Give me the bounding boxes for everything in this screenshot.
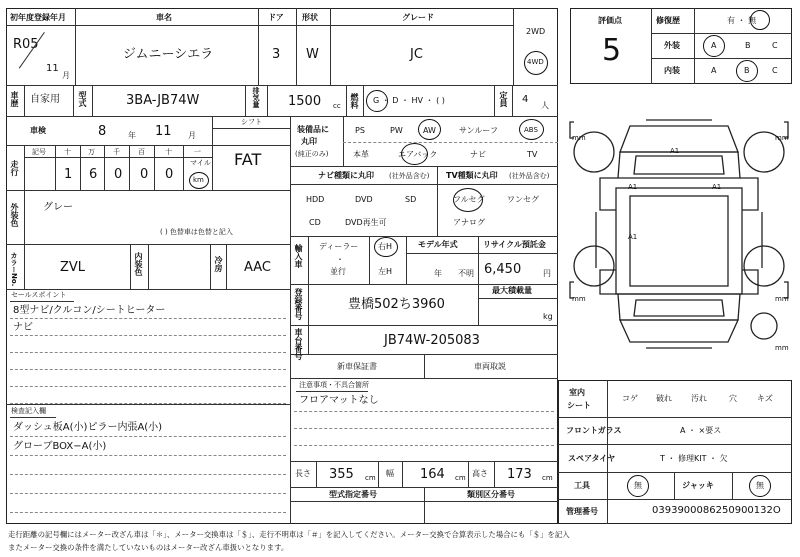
mileage-digit-last: 0: [165, 167, 174, 182]
displacement-label: 排気量: [252, 87, 260, 108]
windshield-label: フロントガラス: [566, 426, 622, 435]
length-value: 355: [329, 467, 354, 482]
inspection-year: 8: [98, 124, 107, 139]
color-note: ( ) 色替車は色替と記入: [160, 228, 233, 236]
car-name: ジムニーシエラ: [123, 47, 214, 62]
tv-sub: (社外品含む): [509, 172, 550, 180]
mileage-unit-4: 百: [138, 148, 145, 156]
plate-label: 登録番号: [294, 288, 303, 320]
inspector-line-1: グローブBOX−A(小): [13, 441, 107, 452]
ac-label: 冷房: [214, 256, 223, 272]
grade: JC: [410, 47, 423, 62]
chassis-label: 車台番号: [294, 328, 303, 360]
exterior-b: B: [745, 41, 751, 50]
fuel-options: G ・ D ・ HV ・ ( ): [373, 96, 445, 105]
displacement: 1500: [288, 94, 322, 109]
height-unit: cm: [542, 474, 553, 482]
car-damage-diagram: [560, 100, 798, 370]
door-label: ドア: [268, 13, 284, 22]
interior-a: A: [711, 66, 717, 75]
tools-label: 工具: [574, 481, 590, 490]
inspection-month-unit: 月: [188, 131, 196, 140]
import-right: 右H: [378, 242, 393, 251]
diagram-mm-2: mm: [775, 134, 789, 142]
cc-unit: cc: [333, 102, 341, 110]
sales-line-1: ナビ: [13, 322, 33, 333]
mileage-digit-1: 6: [89, 167, 98, 182]
equip-label-2: 丸印: [301, 137, 317, 146]
tv-analog: アナログ: [453, 218, 485, 227]
inspection-year-unit: 年: [128, 131, 136, 140]
tv-oneseg: ワンセグ: [507, 195, 539, 204]
management-label: 管理番号: [566, 507, 598, 516]
max-load-label: 最大積載量: [492, 286, 532, 295]
seat-opt-4: キズ: [757, 394, 773, 403]
tv-label: TV種類に丸印: [446, 171, 498, 180]
mileage-unit-2: 万: [88, 148, 95, 156]
color-label: 外装色: [10, 203, 19, 227]
mileage-unit-5: 十: [165, 148, 172, 156]
seat-opt-1: 破れ: [656, 394, 672, 403]
manual: 車両取説: [474, 362, 506, 371]
grade-label: グレード: [402, 13, 434, 22]
recycle-label: リサイクル預託金: [483, 240, 546, 249]
mileage-digit-0: 1: [64, 167, 73, 182]
import-dot: ・: [336, 255, 344, 264]
notes-value: フロアマットなし: [299, 395, 379, 406]
navi-dvd-play: DVD再生可: [345, 218, 387, 227]
interior-b: B: [744, 66, 750, 75]
navi-cd: CD: [309, 218, 321, 227]
height-value: 173: [507, 467, 532, 482]
seat-opt-2: 汚れ: [691, 394, 707, 403]
import-parallel: 並行: [330, 267, 346, 276]
interior-c: C: [772, 66, 778, 75]
diagram-a1-hood: A1: [670, 147, 680, 155]
drive-4wd: 4WD: [527, 58, 544, 66]
usage-label: 車歴: [10, 91, 19, 107]
equip-airbag: エアバック: [398, 150, 438, 159]
navi-sub: (社外品含む): [389, 172, 430, 180]
diagram-mm-3: mm: [572, 295, 586, 303]
equip-label-3: (純正のみ): [295, 150, 329, 158]
capacity-label: 定員: [499, 91, 508, 107]
equip-navi: ナビ: [470, 150, 486, 159]
color-no: ZVL: [60, 260, 86, 275]
capacity: 4: [522, 94, 529, 105]
equip-sunroof: サンルーフ: [459, 126, 498, 135]
mileage-unit-0: 記号: [32, 148, 46, 156]
equip-ps: PS: [355, 126, 365, 135]
seat-opt-0: コゲ: [622, 394, 638, 403]
history-none-circle: [750, 10, 770, 30]
exterior-label: 外装: [664, 41, 680, 50]
equip-aw: AW: [423, 126, 436, 135]
car-name-label: 車名: [156, 13, 172, 22]
diagram-mm-5: mm: [775, 344, 789, 352]
usage: 自家用: [30, 94, 60, 105]
doors: 3: [272, 47, 281, 62]
seat-opt-3: 穴: [729, 394, 737, 403]
inspector-line-0: ダッシュ板A(小)ピラー内張A(小): [13, 422, 163, 433]
inspector-label: 検査記入欄: [11, 407, 46, 415]
spare-opts: T ・ 修理KIT ・ 欠: [660, 454, 728, 463]
navi-sd: SD: [405, 195, 417, 204]
import-label: 輸入車: [294, 244, 303, 268]
tv-fullseg: フルセグ: [453, 195, 485, 204]
mileage-unit-1: 十: [64, 148, 71, 156]
jack-value: 無: [756, 481, 764, 490]
max-load-unit: kg: [543, 312, 553, 321]
seat-label-1: 室内: [569, 388, 585, 397]
length-unit: cm: [365, 474, 376, 482]
interior-color-label: 内装色: [134, 252, 143, 276]
import-dealer: ディーラー: [319, 242, 359, 251]
sales-point-label: セールスポイント: [11, 291, 67, 299]
exterior-a: A: [711, 41, 717, 50]
km-unit: km: [193, 176, 204, 184]
chassis-value: JB74W-205083: [384, 333, 480, 348]
diagram-a1-left: A1: [628, 183, 638, 191]
ac-value: AAC: [244, 260, 271, 275]
inspection-label: 車検: [30, 126, 46, 135]
class-label: 類別区分番号: [467, 490, 515, 499]
model-label: 型式: [78, 91, 87, 107]
seat-label-2: シート: [567, 401, 591, 410]
grade-score-label: 評価点: [598, 16, 622, 25]
import-left: 左H: [378, 267, 393, 276]
shift-label: シフト: [241, 118, 262, 126]
mileage-digit-3: 0: [140, 167, 149, 182]
history-opts: 有 ・ 無: [727, 16, 757, 25]
model-year-unknown: 不明: [458, 269, 474, 278]
first-reg-month: 11: [46, 63, 59, 74]
management-value: 0393900086250900132O: [652, 505, 781, 516]
inspection-month: 11: [155, 124, 172, 139]
spare-label: スペアタイヤ: [568, 454, 616, 463]
equip-pw: PW: [390, 126, 403, 135]
first-reg-label: 初年度登録年月: [10, 13, 66, 22]
tools-value: 無: [634, 481, 642, 490]
exterior-c: C: [772, 41, 778, 50]
width-unit: cm: [455, 474, 466, 482]
equip-label-1: 装備品に: [297, 125, 329, 134]
fuel-label: 燃料: [350, 93, 359, 109]
equip-leather: 本革: [353, 150, 369, 159]
color-no-label: カラーNo.: [10, 252, 18, 287]
width-label: 幅: [386, 469, 394, 478]
recycle-unit: 円: [543, 269, 551, 278]
drive-2wd: 2WD: [526, 27, 546, 36]
mileage-label: 走行: [10, 160, 19, 176]
windshield-opts: A ・ ×要ス: [680, 426, 722, 435]
mileage-unit-3: 千: [113, 148, 120, 156]
footer-line-2: またメーター交換の条件を満たしていないものはメーター改ざん車扱いとなります。: [8, 543, 289, 552]
shift-value: FAT: [234, 150, 262, 169]
month-unit: 月: [62, 71, 70, 80]
designation-label: 型式指定番号: [329, 490, 377, 499]
history-label: 修復歴: [656, 16, 680, 25]
width-value: 164: [420, 467, 445, 482]
mile-unit: マイル: [190, 159, 211, 167]
color-value: グレー: [43, 202, 73, 213]
diagram-a1-right: A1: [712, 183, 722, 191]
equip-abs: ABS: [524, 126, 538, 134]
recycle-value: 6,450: [484, 262, 522, 277]
mileage-unit-6: 一: [194, 148, 201, 156]
shape: W: [306, 47, 319, 62]
diagram-mm-4: mm: [775, 295, 789, 303]
model-year-label: モデル年式: [418, 240, 458, 249]
shape-label: 形状: [302, 13, 318, 22]
sales-line-0: 8型ナビ/クルコン/シートヒーター: [13, 305, 166, 316]
warranty: 新車保証書: [337, 362, 377, 371]
jack-label: ジャッキ: [682, 481, 714, 490]
navi-dvd: DVD: [355, 195, 373, 204]
notes-label: 注意事項・不具合箇所: [299, 381, 369, 389]
plate-value: 豊橋502ち3960: [348, 297, 445, 312]
equip-tv: TV: [527, 150, 538, 159]
model-year-unit: 年: [434, 269, 442, 278]
interior-label: 内装: [664, 66, 680, 75]
grade-score: 5: [602, 33, 622, 68]
person-unit: 人: [541, 101, 549, 110]
diagram-a1-left2: A1: [628, 233, 638, 241]
model: 3BA-JB74W: [126, 93, 200, 108]
height-label: 高さ: [472, 469, 488, 478]
navi-label: ナビ種類に丸印: [318, 171, 374, 180]
length-label: 長さ: [295, 469, 311, 478]
footer-line-1: 走行距離の記号欄にはメーター改ざん車は「＊」、メーター交換車は「＄」、走行不明車は「＃」を記入してください。メーター交換で合算表示した場合にも「＄」を記入: [8, 530, 570, 539]
diagram-mm-1: mm: [572, 134, 586, 142]
mileage-digit-2: 0: [114, 167, 123, 182]
navi-hdd: HDD: [306, 195, 325, 204]
first-reg-era: R05: [13, 37, 39, 52]
